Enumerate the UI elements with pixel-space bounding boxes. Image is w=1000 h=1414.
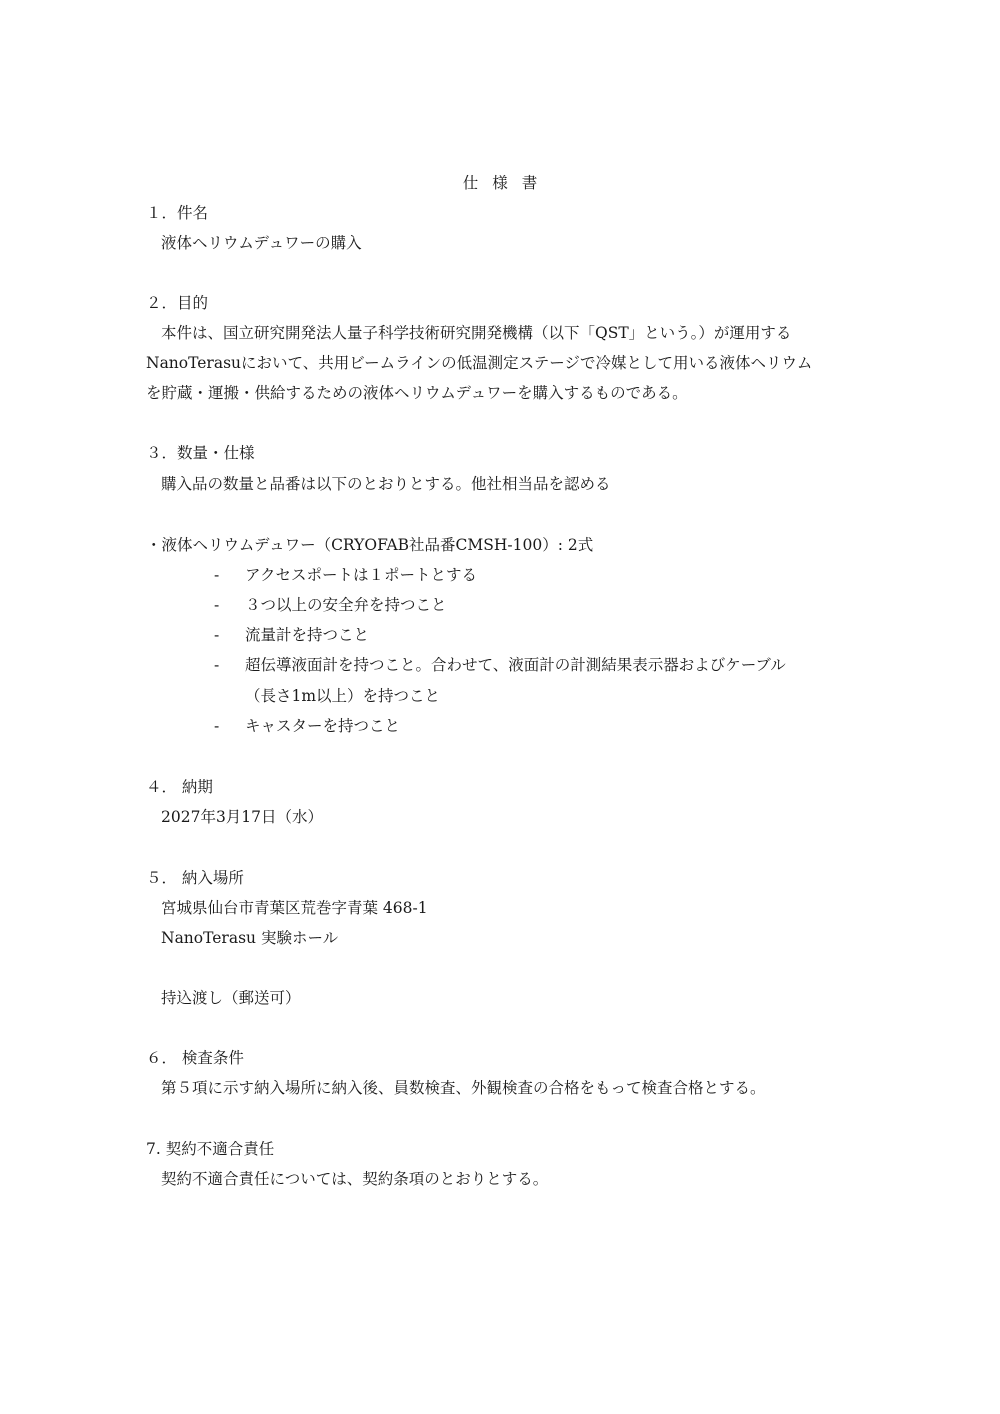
section-5-heading: ５． 納入場所 (146, 869, 244, 887)
section-7-heading: 7. 契約不適合責任 (146, 1140, 275, 1158)
section-6-heading: ６． 検査条件 (146, 1049, 244, 1067)
section-5-delivery: 持込渡し（郵送可） (161, 989, 301, 1007)
spec-bullet-2: - (214, 596, 220, 614)
section-5-address-2: NanoTerasu 実験ホール (161, 929, 339, 947)
section-4-heading: ４． 納期 (146, 778, 213, 796)
section-3-item: ・液体ヘリウムデュワー（CRYOFAB社品番CMSH-100）: 2式 (146, 536, 594, 554)
section-7-body: 契約不適合責任については、契約条項のとおりとする。 (161, 1170, 549, 1188)
spec-item-1: アクセスポートは１ポートとする (245, 566, 478, 584)
section-6-body: 第５項に示す納入場所に納入後、員数検査、外観検査の合格をもって検査合格とする。 (161, 1079, 766, 1097)
section-3-heading: ３．数量・仕様 (146, 444, 255, 462)
section-2-heading: ２．目的 (146, 294, 209, 312)
spec-bullet-4: - (214, 656, 220, 674)
spec-bullet-3: - (214, 626, 220, 644)
section-2-line-3: を貯蔵・運搬・供給するための液体ヘリウムデュワーを購入するものである。 (146, 384, 688, 402)
spec-bullet-1: - (214, 566, 220, 584)
section-2-line-1: 本件は、国立研究開発法人量子科学技術研究開発機構（以下「QST」という。）が運用する (161, 324, 792, 342)
section-4-body: 2027年3月17日（水） (161, 808, 324, 826)
section-5-address-1: 宮城県仙台市青葉区荒巻字青葉 468-1 (161, 899, 428, 917)
section-3-body: 購入品の数量と品番は以下のとおりとする。他社相当品を認める (161, 475, 611, 493)
spec-item-5: キャスターを持つこと (245, 717, 401, 735)
spec-item-3: 流量計を持つこと (245, 626, 370, 644)
section-1-heading: １．件名 (146, 204, 209, 222)
spec-bullet-5: - (214, 717, 220, 735)
spec-item-4: 超伝導液面計を持つこと。合わせて、液面計の計測結果表示器およびケーブル (245, 656, 786, 674)
spec-item-2: ３つ以上の安全弁を持つこと (245, 596, 447, 614)
document-title: 仕様書 (462, 174, 552, 192)
section-1-body: 液体ヘリウムデュワーの購入 (161, 234, 362, 252)
spec-item-4-continuation: （長さ1m以上）を持つこと (245, 687, 441, 705)
section-2-line-2: NanoTerasuにおいて、共用ビームラインの低温測定ステージで冷媒として用いる液体ヘリウム (146, 354, 813, 372)
